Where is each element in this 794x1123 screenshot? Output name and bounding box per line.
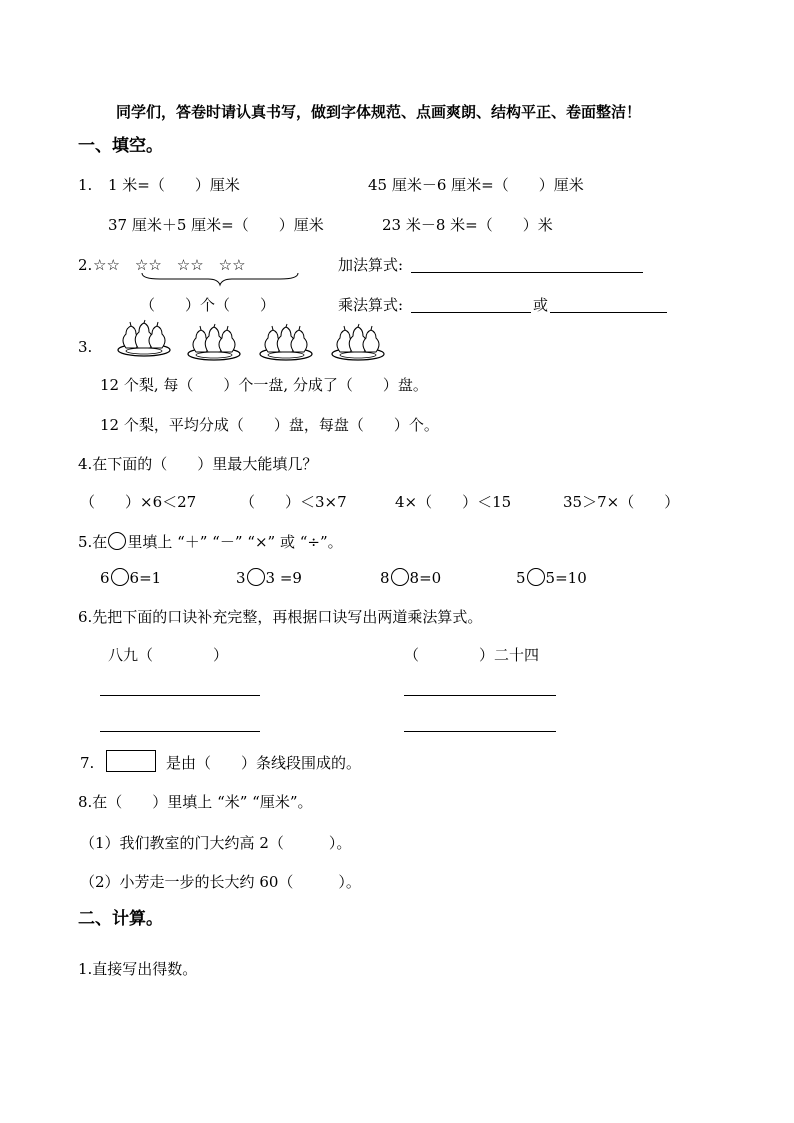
section-2-title: 二、计算。	[78, 909, 163, 929]
q1-a: 1 米=（ ）厘米	[108, 176, 240, 194]
q3-line-2: 12 个梨，平均分成（ ）盘，每盘（ ）个。	[100, 416, 439, 434]
q5-title-suffix: 里填上 “＋” “－” “×” 或 “÷”。	[127, 533, 343, 551]
q2-stars: ☆☆ ☆☆ ☆☆ ☆☆	[93, 256, 246, 274]
q4-title: 4.在下面的（ ）里最大能填几？	[78, 455, 318, 473]
q4-c: 4×（ ）＜15	[395, 493, 512, 511]
q5-d-right: 5=10	[545, 569, 587, 587]
q5-a-left: 6	[100, 569, 110, 587]
q3-number: 3.	[78, 338, 93, 356]
q6-answer-line-1[interactable]	[100, 695, 260, 696]
q5-title	[78, 532, 343, 551]
q5-b-left: 3	[236, 569, 246, 587]
q1-b: 45 厘米－6 厘米=（ ）厘米	[368, 176, 584, 194]
q5-d-left: 5	[516, 569, 526, 587]
q2-add-answer-line[interactable]	[411, 272, 643, 273]
q5-a-circle-blank[interactable]	[111, 568, 129, 586]
q8-a: （1）我们教室的门大约高 2（ ）。	[80, 834, 352, 852]
q4-d: 35＞7×（ ）	[563, 493, 680, 511]
q2-add-label: 加法算式:	[338, 256, 404, 274]
q5-d	[516, 568, 587, 587]
q5-c-left: 8	[380, 569, 390, 587]
q2-mul-label: 乘法算式:	[338, 296, 404, 314]
q6-title: 6.先把下面的口诀补充完整，再根据口诀写出两道乘法算式。	[78, 608, 483, 626]
q5-c-right: 8=0	[409, 569, 442, 587]
q6-answer-line-3[interactable]	[100, 731, 260, 732]
q4-a: （ ）×6＜27	[80, 493, 197, 511]
brace-icon	[140, 271, 300, 287]
section-1-title: 一、填空。	[78, 136, 163, 156]
pear-plate-icon	[116, 320, 176, 360]
q6-answer-line-2[interactable]	[404, 695, 556, 696]
q6-right-rhyme: （ ）二十四	[404, 646, 540, 664]
q5-a	[100, 568, 161, 587]
section-2-q1: 1.直接写出得数。	[78, 960, 198, 978]
q6-left-rhyme: 八九（ ）	[108, 646, 229, 664]
pear-plate-icon	[330, 324, 390, 364]
q1-c: 37 厘米＋5 厘米=（ ）厘米	[108, 216, 324, 234]
q5-title-prefix: 5.在	[78, 533, 108, 551]
pear-plate-icon	[258, 324, 318, 364]
rectangle-shape	[106, 750, 156, 772]
q5-b-right: 3 =9	[265, 569, 302, 587]
q8-title: 8.在（ ）里填上 “米” “厘米”。	[78, 793, 313, 811]
circle-blank-icon	[108, 532, 126, 550]
q2-bracket-text: （ ）个（ ）	[140, 296, 276, 314]
q2-mul-answer-line-2[interactable]	[550, 312, 667, 313]
q7-text: 是由（ ）条线段围成的。	[166, 754, 362, 772]
q5-d-circle-blank[interactable]	[527, 568, 545, 586]
q6-answer-line-4[interactable]	[404, 731, 556, 732]
q1-d: 23 米－8 米=（ ）米	[382, 216, 553, 234]
q5-c	[380, 568, 441, 587]
q2-mul-answer-line-1[interactable]	[411, 312, 531, 313]
q5-c-circle-blank[interactable]	[391, 568, 409, 586]
q7-number: 7.	[80, 754, 95, 772]
q2-or: 或	[533, 296, 549, 314]
q5-b	[236, 568, 302, 587]
q1-number: 1.	[78, 176, 93, 194]
q8-b: （2）小芳走一步的长大约 60（ ）。	[80, 873, 361, 891]
q4-b: （ ）＜3×7	[240, 493, 347, 511]
pear-plate-icon	[186, 324, 246, 364]
q3-line-1: 12 个梨, 每（ ）个一盘, 分成了（ ）盘。	[100, 376, 428, 394]
exam-instruction: 同学们，答卷时请认真书写，做到字体规范、点画爽朗、结构平正、卷面整洁！	[116, 103, 642, 121]
q2-number: 2.	[78, 256, 93, 274]
q5-b-circle-blank[interactable]	[247, 568, 265, 586]
q5-a-right: 6=1	[129, 569, 162, 587]
